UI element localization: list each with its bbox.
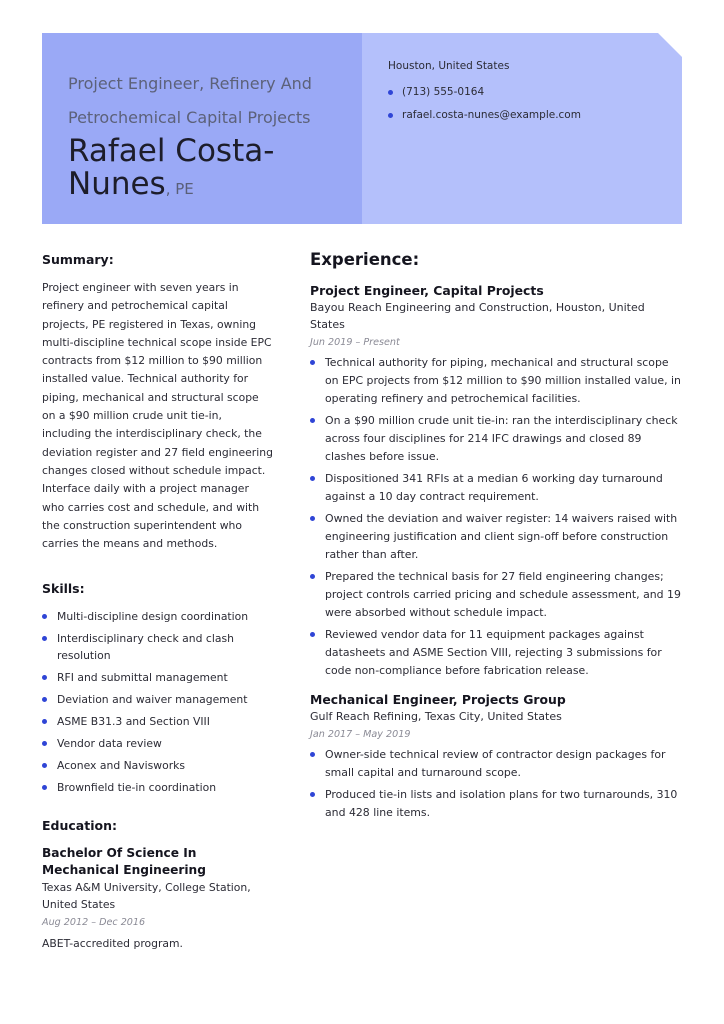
name-suffix: , PE <box>165 180 194 198</box>
location: Houston, United States <box>388 60 510 72</box>
job-bullets <box>310 354 682 680</box>
company: Gulf Reach Refining, Texas City, United States <box>310 710 562 723</box>
job-entry <box>310 283 682 680</box>
education-note: ABET-accredited program. <box>42 937 183 951</box>
summary-text: Project engineer with seven years in refinery and petrochemical capital projects, PE registered in Texas, owning multi-discipline technical scope inside EPC contracts from $12 million to $90 million installed value. Technical authority for piping, mechanical and structural scope on a $90 million crude unit tie-in, including the interdisciplinary check, the deviation register and 27 field engineering changes closed without schedule impact. Interface daily with a project manager who carries cost and schedule, and with the construction superintendent who carries the means and methods. <box>42 281 273 551</box>
skills-list <box>42 608 274 796</box>
job-title: Project Engineer, Capital Projects <box>310 283 544 298</box>
name-text: Rafael Costa-Nunes <box>68 133 275 202</box>
education-heading: Education: <box>42 818 117 834</box>
header-title-panel <box>42 33 362 224</box>
skill-item: Brownfield tie-in coordination <box>42 779 274 796</box>
email[interactable]: rafael.costa-nunes@example.com <box>388 108 581 122</box>
right-column <box>310 250 682 834</box>
skill-item: Interdisciplinary check and clash resolution <box>42 630 274 664</box>
school: Texas A&M University, College Station, United States <box>42 881 251 912</box>
summary-heading: Summary: <box>42 252 114 267</box>
job-bullet: On a $90 million crude unit tie-in: ran the interdisciplinary check across four disciplines for 214 IFC drawings and closed 89 clashes before issue. <box>310 412 682 466</box>
skill-item: Deviation and waiver management <box>42 691 274 708</box>
job-entry <box>310 692 682 822</box>
left-column <box>42 252 274 950</box>
job-title: Project Engineer, Refinery And Petrochemical Capital Projects <box>68 74 312 127</box>
job-title: Mechanical Engineer, Projects Group <box>310 692 566 707</box>
phone[interactable]: (713) 555-0164 <box>388 85 581 99</box>
job-bullet: Technical authority for piping, mechanical and structural scope on EPC projects from $12 million to $90 million installed value, in operating refinery and petrochemical facilities. <box>310 354 682 408</box>
experience-heading: Experience: <box>310 250 420 269</box>
degree: Bachelor Of Science In Mechanical Engineering <box>42 846 206 878</box>
job-dates: Jun 2019 – Present <box>310 337 400 348</box>
skill-item: RFI and submittal management <box>42 669 274 686</box>
job-bullet: Produced tie-in lists and isolation plans for two turnarounds, 310 and 428 line items. <box>310 786 682 822</box>
skills-heading: Skills: <box>42 581 85 597</box>
job-dates: Jan 2017 – May 2019 <box>310 729 411 740</box>
skill-item: ASME B31.3 and Section VIII <box>42 713 274 730</box>
education-dates: Aug 2012 – Dec 2016 <box>42 917 146 929</box>
contact-info <box>388 60 581 131</box>
skill-item: Aconex and Navisworks <box>42 757 274 774</box>
candidate-name <box>68 135 358 206</box>
job-bullets <box>310 746 682 822</box>
job-bullet: Prepared the technical basis for 27 field engineering changes; project controls carried pricing and schedule assessment, and 19 were absorbed without schedule impact. <box>310 568 682 622</box>
skill-item: Multi-discipline design coordination <box>42 608 274 625</box>
job-bullet: Owned the deviation and waiver register: 14 waivers raised with engineering justification and client sign-off before construction rather than after. <box>310 510 682 564</box>
job-bullet: Reviewed vendor data for 11 equipment packages against datasheets and ASME Section VIII, rejecting 3 submissions for code non-compliance before fabrication release. <box>310 626 682 680</box>
job-bullet: Dispositioned 341 RFIs at a median 6 working day turnaround against a 10 day contract requirement. <box>310 470 682 506</box>
skill-item: Vendor data review <box>42 735 274 752</box>
company: Bayou Reach Engineering and Construction, Houston, United States <box>310 301 645 331</box>
job-bullet: Owner-side technical review of contractor design packages for small capital and turnaround scope. <box>310 746 682 782</box>
